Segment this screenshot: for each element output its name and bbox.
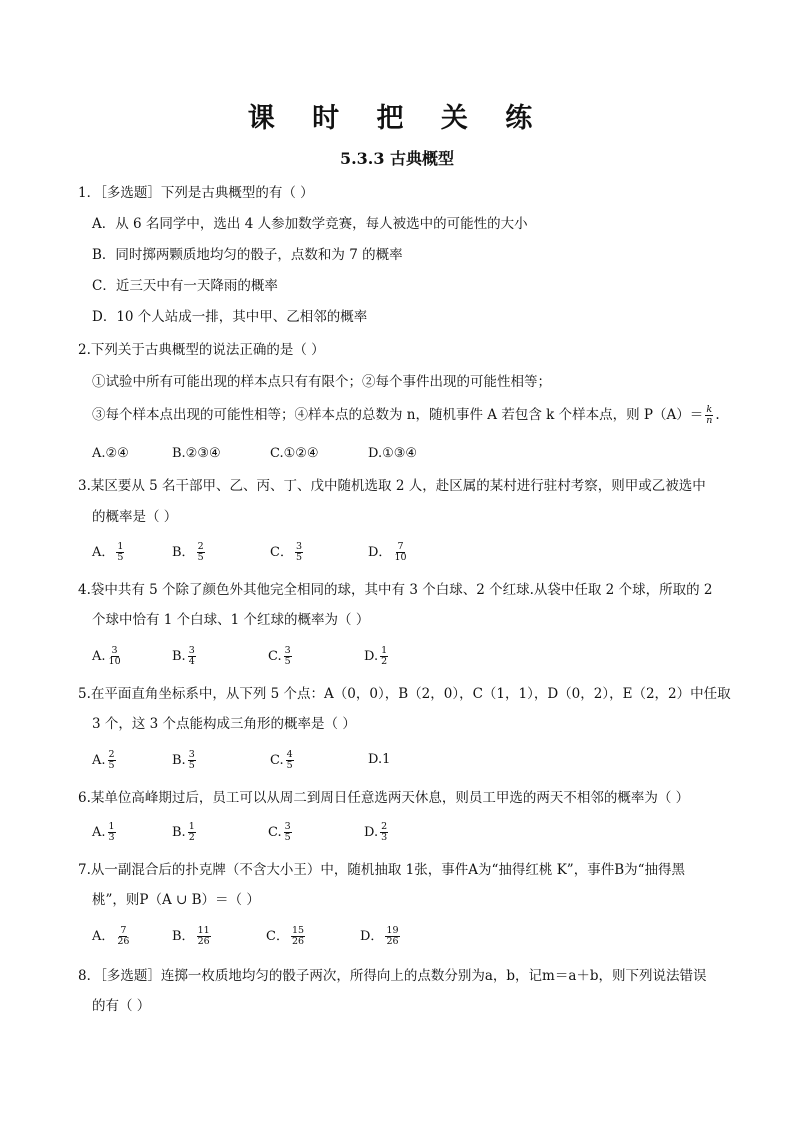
- fraction-denominator: 5: [284, 832, 291, 843]
- q5-option-a: [92, 750, 118, 771]
- fraction-denominator: 10: [394, 552, 407, 563]
- page-title: 课 时 把 关 练: [247, 103, 547, 134]
- q2-option-b: B.②③④: [172, 446, 221, 461]
- option-fraction: [380, 822, 388, 843]
- option-label: C.: [270, 753, 284, 768]
- q4-stem-line-1: 4.袋中共有 5 个除了颜色外其他完全相同的球，其中有 3 个白球、2 个红球.从袋中任取 2 个球，所取的 2: [78, 582, 713, 598]
- q2-option-c: C.①②④: [270, 446, 319, 461]
- fraction-denominator: 5: [286, 760, 293, 771]
- q7-stem-line-1: 7.从一副混合后的扑克牌（不含大小王）中，随机抽取 1张，事件A为“抽得红桃 K”，事件B为“抽得黑: [78, 862, 686, 878]
- option-fraction: [188, 822, 196, 843]
- fraction-numerator: 1: [108, 821, 115, 832]
- fraction-numerator: 3: [111, 645, 118, 656]
- fraction-numerator: 3: [284, 645, 291, 656]
- q6-stem: 6.某单位高峰期过后，员工可以从周二到周日任意选两天休息，则员工甲选的两天不相邻的概率为（ ）: [78, 790, 690, 806]
- fraction-numerator: k: [706, 404, 713, 415]
- q2-stem: 2.下列关于古典概型的说法正确的是（ ）: [78, 342, 325, 358]
- option-label: A．: [92, 929, 115, 944]
- q5-option-b: [172, 750, 198, 771]
- fraction-numerator: 3: [284, 821, 291, 832]
- fraction-denominator: 5: [295, 552, 302, 563]
- fraction-numerator: 1: [381, 645, 388, 656]
- fraction-denominator: 3: [381, 832, 388, 843]
- q8-stem-line-2: 的有（ ）: [92, 998, 151, 1014]
- q3-stem-line-2: 的概率是（ ）: [92, 509, 178, 525]
- option-label: B．: [172, 929, 195, 944]
- fraction-numerator: 2: [197, 541, 204, 552]
- q5-option-c: [270, 750, 296, 771]
- q1-stem: 1．［多选题］下列是古典概型的有（ ）: [78, 185, 314, 201]
- option-fraction: [116, 542, 124, 563]
- fraction-denominator: 3: [108, 832, 115, 843]
- option-label: B.: [172, 649, 186, 664]
- fraction-denominator: 5: [197, 552, 204, 563]
- option-label: C.: [268, 825, 282, 840]
- option-fraction: [197, 542, 205, 563]
- q4-option-b: [172, 646, 198, 667]
- option-label: D.: [364, 825, 379, 840]
- option-label: D.: [364, 649, 379, 664]
- q1-option-b: B．同时掷两颗质地均匀的骰子，点数和为 7 的概率: [92, 247, 403, 263]
- option-fraction: [295, 542, 303, 563]
- option-fraction: [108, 646, 122, 667]
- fraction-denominator: 5: [188, 760, 195, 771]
- q2-period: .: [715, 407, 720, 423]
- q7-option-c: [266, 926, 307, 947]
- fraction-numerator: 1: [188, 821, 195, 832]
- fraction-denominator: 26: [117, 936, 130, 947]
- fraction-denominator: n: [706, 415, 713, 426]
- q2-option-a: A.②④: [92, 446, 129, 461]
- q7-option-d: [360, 926, 402, 947]
- option-label: A.: [92, 753, 106, 768]
- option-label: D．: [368, 545, 392, 560]
- option-label: B．: [172, 545, 195, 560]
- option-label: B.: [172, 825, 186, 840]
- option-label: A．: [92, 545, 115, 560]
- fraction-numerator: 3: [188, 645, 195, 656]
- q5-stem-line-2: 3 个，这 3 个点能构成三角形的概率是（ ）: [92, 716, 356, 732]
- q3-option-d: [368, 542, 410, 563]
- option-fraction: [197, 926, 211, 947]
- q4-stem-line-2: 个球中恰有 1 个白球、1 个红球的概率为（ ）: [92, 612, 370, 628]
- fraction-denominator: 2: [188, 832, 195, 843]
- fraction-denominator: 2: [381, 656, 388, 667]
- fraction-numerator: 3: [188, 749, 195, 760]
- option-fraction: [108, 750, 116, 771]
- option-fraction: [385, 926, 399, 947]
- fraction-denominator: 5: [117, 552, 124, 563]
- q3-option-c: [270, 542, 305, 563]
- q7-stem-line-2: 桃”，则P（A ∪ B）＝（ ）: [92, 892, 260, 908]
- option-fraction: [286, 750, 294, 771]
- option-fraction: [284, 646, 292, 667]
- q5-option-d: D.1: [368, 752, 391, 767]
- q2-statement-line-1: ①试验中所有可能出现的样本点只有有限个；②每个事件出现的可能性相等；: [92, 374, 551, 390]
- fraction-denominator: 26: [197, 936, 210, 947]
- fraction-denominator: 26: [291, 936, 305, 947]
- fraction-denominator: 26: [386, 936, 399, 947]
- q6-option-a: [92, 822, 118, 843]
- q8-stem-line-1: 8．［多选题］连掷一枚质地均匀的骰子两次，所得向上的点数分别为a，b，记m＝a＋b，则下列说法错误: [78, 968, 707, 984]
- option-label: C.: [268, 649, 282, 664]
- q4-option-a: [92, 646, 124, 667]
- option-fraction: [291, 926, 305, 947]
- fraction-numerator: 11: [197, 925, 210, 936]
- q1-option-a: A．从 6 名同学中，选出 4 人参加数学竞赛，每人被选中的可能性的大小: [92, 216, 528, 232]
- q2-statement-line-2: [92, 405, 720, 426]
- option-fraction: [116, 926, 130, 947]
- q3-option-b: [172, 542, 207, 563]
- q5-stem-line-1: 5.在平面直角坐标系中，从下列 5 个点：A（0，0），B（2，0），C（1，1），D（0，2），E（2，2）中任取: [78, 686, 731, 702]
- option-label: B.: [172, 753, 186, 768]
- fraction-denominator: 10: [108, 656, 121, 667]
- fraction-numerator: 3: [295, 541, 302, 552]
- option-fraction: [188, 646, 196, 667]
- q2-fraction: [705, 405, 713, 426]
- option-fraction: [284, 822, 292, 843]
- q7-option-b: [172, 926, 213, 947]
- fraction-numerator: 2: [108, 749, 115, 760]
- option-fraction: [393, 542, 407, 563]
- fraction-denominator: 4: [188, 656, 195, 667]
- fraction-denominator: 5: [108, 760, 115, 771]
- q2-option-d: D.①③④: [368, 446, 418, 461]
- fraction-numerator: 1: [117, 541, 124, 552]
- option-fraction: [380, 646, 388, 667]
- fraction-numerator: 7: [120, 925, 127, 936]
- option-label: A.: [92, 649, 106, 664]
- q6-option-b: [172, 822, 198, 843]
- option-fraction: [108, 822, 116, 843]
- option-fraction: [188, 750, 196, 771]
- fraction-numerator: 4: [286, 749, 293, 760]
- q6-option-c: [268, 822, 294, 843]
- option-label: A.: [92, 825, 106, 840]
- option-label: C．: [270, 545, 293, 560]
- q6-option-d: [364, 822, 390, 843]
- q4-option-c: [268, 646, 294, 667]
- fraction-numerator: 7: [397, 541, 404, 552]
- q1-option-c: C．近三天中有一天降雨的概率: [92, 278, 278, 294]
- fraction-denominator: 5: [284, 656, 291, 667]
- option-label: D．: [360, 929, 384, 944]
- fraction-numerator: 2: [381, 821, 388, 832]
- q1-option-d: D．10 个人站成一排，其中甲、乙相邻的概率: [92, 309, 368, 325]
- section-subtitle: 5.3.3 古典概型: [339, 149, 455, 168]
- fraction-numerator: 19: [386, 925, 399, 936]
- q2-statement-text: ③每个样本点出现的可能性相等；④样本点的总数为 n，随机事件 A 若包含 k 个样本点，则 P（A）＝: [92, 407, 704, 423]
- q4-option-d: [364, 646, 390, 667]
- q7-option-a: [92, 926, 132, 947]
- option-label: C．: [266, 929, 289, 944]
- q3-option-a: [92, 542, 126, 563]
- q3-stem-line-1: 3.某区要从 5 名干部甲、乙、丙、丁、戊中随机选取 2 人，赴区属的某村进行驻村考察，则甲或乙被选中: [78, 478, 706, 494]
- fraction-numerator: 15: [291, 925, 305, 936]
